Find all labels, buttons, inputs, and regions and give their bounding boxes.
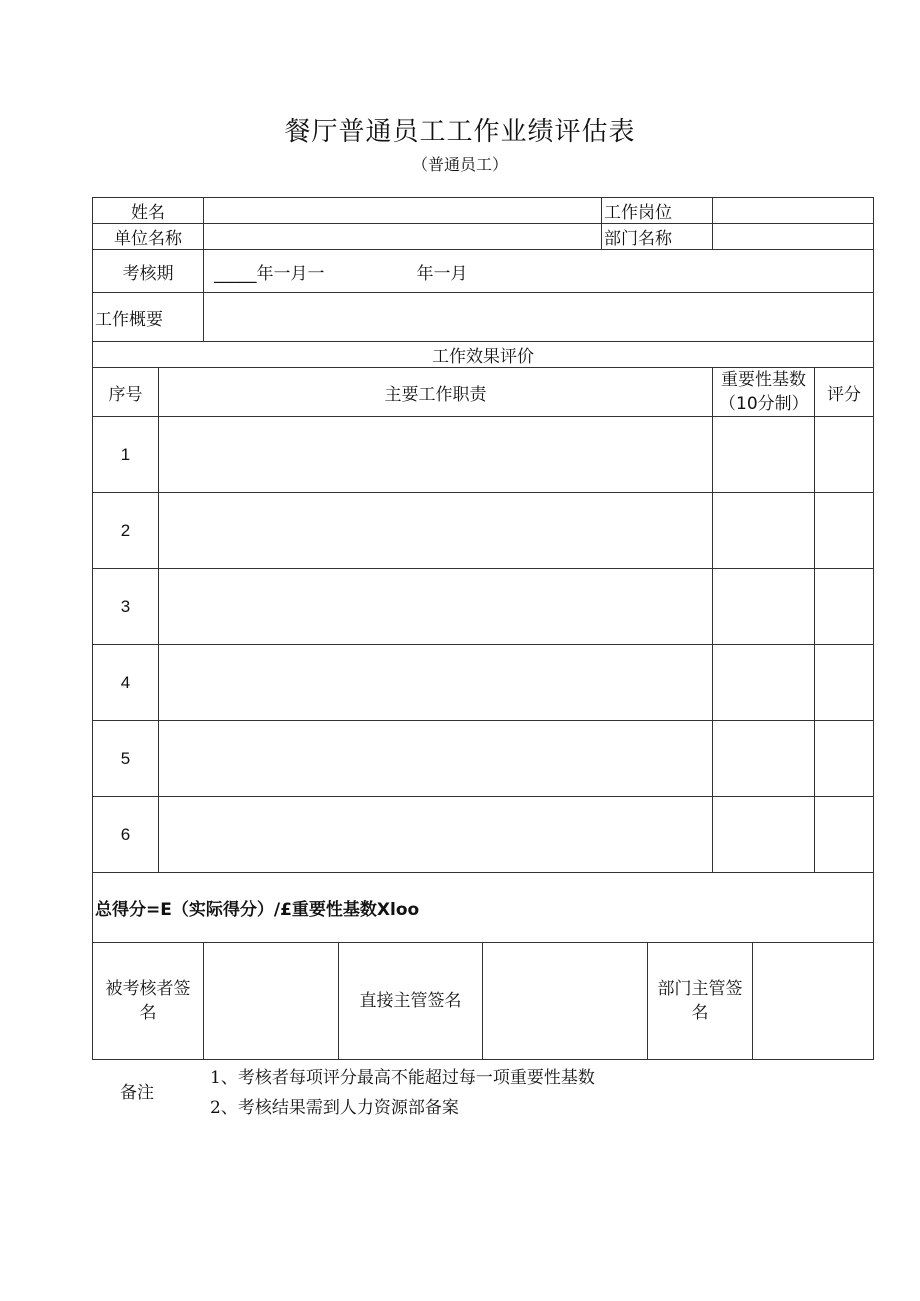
name-label: 姓名 <box>93 198 204 224</box>
header-score: 评分 <box>815 368 874 417</box>
row-duty-cell[interactable] <box>159 645 713 721</box>
row-score-cell[interactable] <box>815 645 874 721</box>
assessee-signature-label: 被考核者签名 <box>93 943 204 1060</box>
row-score-cell[interactable] <box>815 797 874 873</box>
note-item: 2、考核结果需到人力资源部备案 <box>210 1098 459 1118</box>
period-end: 年一月 <box>416 263 468 284</box>
direct-manager-signature-field[interactable] <box>483 943 648 1060</box>
header-duty: 主要工作职责 <box>159 368 713 417</box>
position-field[interactable] <box>713 198 874 224</box>
form-subtitle: （普通员工） <box>412 155 509 174</box>
header-seq: 序号 <box>93 368 159 417</box>
notes-label: 备注 <box>120 1083 154 1103</box>
period-field[interactable] <box>204 250 874 293</box>
direct-manager-signature-label: 直接主管签名 <box>339 943 483 1060</box>
unit-label: 单位名称 <box>93 224 204 250</box>
row-seq: 2 <box>93 493 159 569</box>
form-title: 餐厅普通员工工作业绩评估表 <box>284 117 636 147</box>
row-weight-cell[interactable] <box>713 645 815 721</box>
row-score-cell[interactable] <box>815 721 874 797</box>
row-duty-cell[interactable] <box>159 417 713 493</box>
summary-field[interactable] <box>204 293 874 342</box>
unit-field[interactable] <box>204 224 602 250</box>
row-score-cell[interactable] <box>815 417 874 493</box>
total-score-formula: 总得分=E（实际得分）/£重要性基数Xloo <box>93 873 874 943</box>
dept-label: 部门名称 <box>602 224 713 250</box>
dept-field[interactable] <box>713 224 874 250</box>
summary-label: 工作概要 <box>93 293 204 342</box>
row-duty-cell[interactable] <box>159 493 713 569</box>
row-weight-cell[interactable] <box>713 721 815 797</box>
notes-list <box>210 1063 595 1123</box>
evaluation-form-table <box>92 197 874 1060</box>
row-seq: 1 <box>93 417 159 493</box>
row-duty-cell[interactable] <box>159 721 713 797</box>
row-score-cell[interactable] <box>815 569 874 645</box>
position-label: 工作岗位 <box>602 198 713 224</box>
assessee-signature-field[interactable] <box>204 943 339 1060</box>
row-weight-cell[interactable] <box>713 493 815 569</box>
name-field[interactable] <box>204 198 602 224</box>
row-duty-cell[interactable] <box>159 569 713 645</box>
row-weight-cell[interactable] <box>713 569 815 645</box>
row-seq: 6 <box>93 797 159 873</box>
row-seq: 4 <box>93 645 159 721</box>
row-score-cell[interactable] <box>815 493 874 569</box>
dept-manager-signature-field[interactable] <box>753 943 874 1060</box>
section-title: 工作效果评价 <box>93 342 874 368</box>
row-duty-cell[interactable] <box>159 797 713 873</box>
row-seq: 5 <box>93 721 159 797</box>
note-item: 1、考核者每项评分最高不能超过每一项重要性基数 <box>210 1068 595 1088</box>
period-start: _____年一月一 <box>214 263 325 284</box>
period-label: 考核期 <box>93 250 204 293</box>
row-weight-cell[interactable] <box>713 417 815 493</box>
row-weight-cell[interactable] <box>713 797 815 873</box>
row-seq: 3 <box>93 569 159 645</box>
header-weight: 重要性基数（10分制） <box>713 368 815 417</box>
dept-manager-signature-label: 部门主管签名 <box>648 943 753 1060</box>
